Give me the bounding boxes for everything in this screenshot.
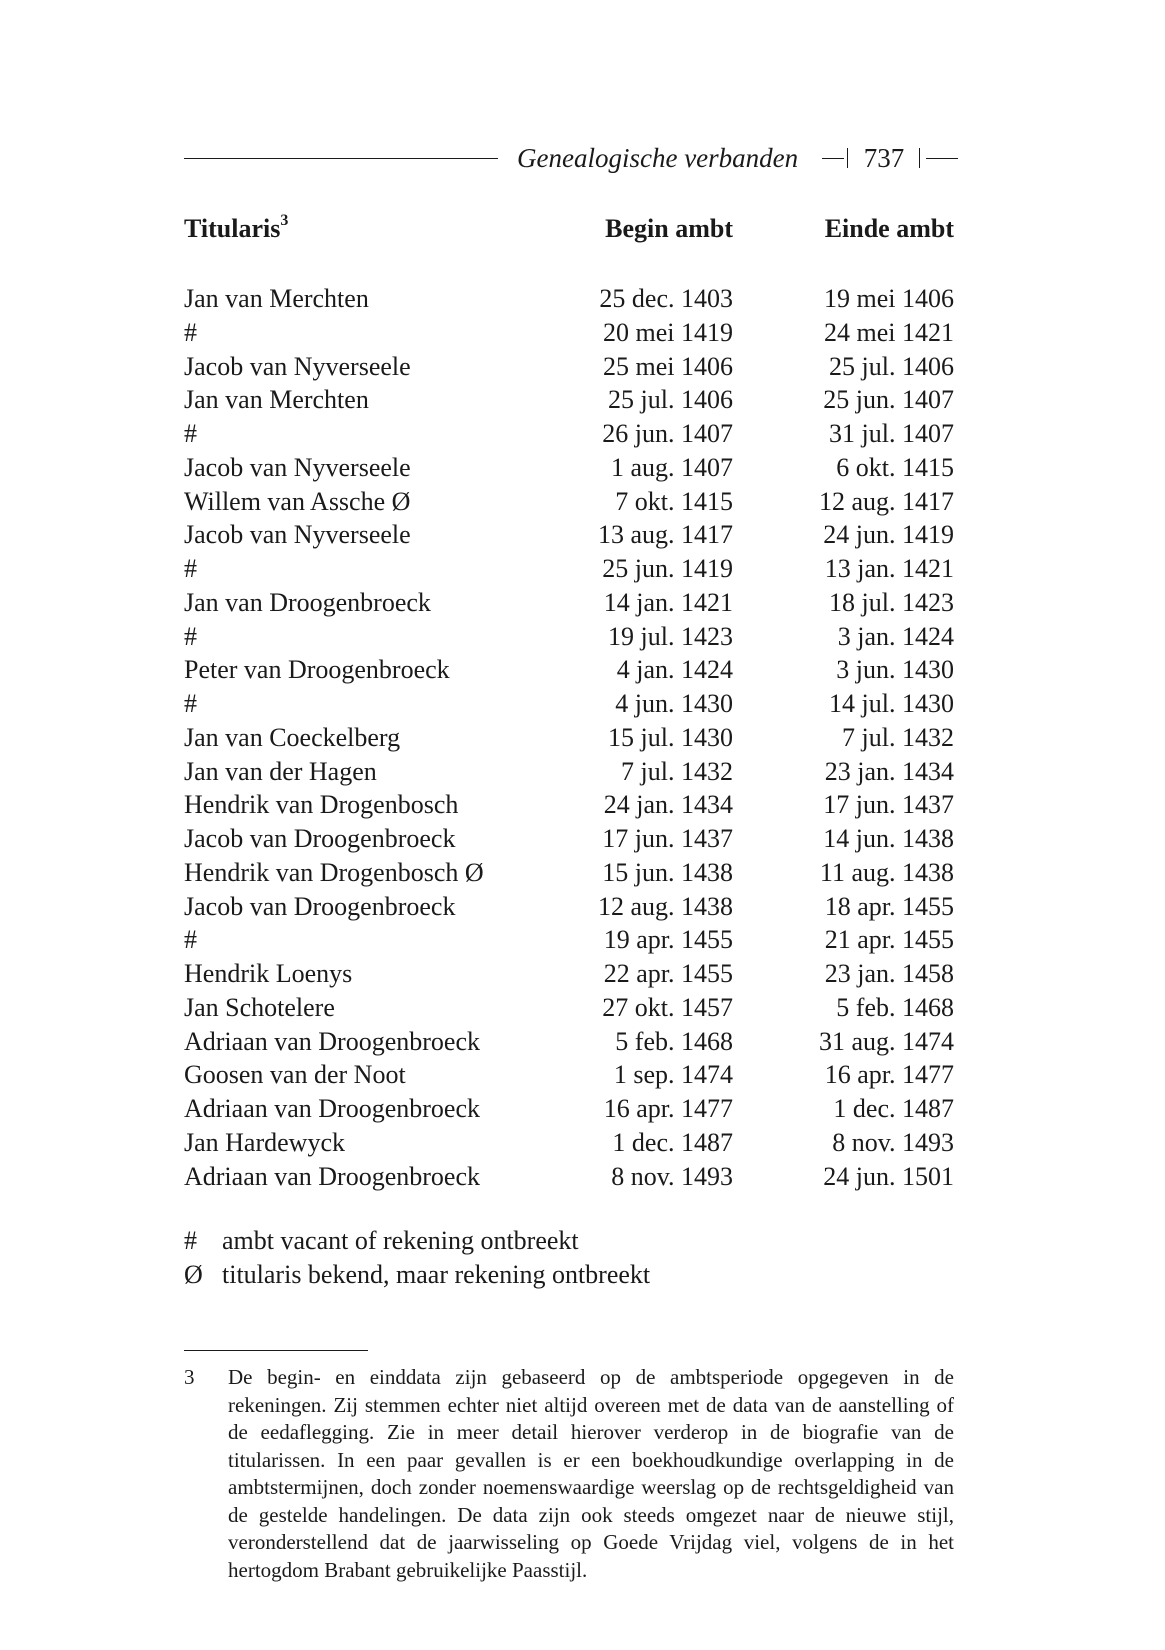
titularis-cell: Jan Schotelere bbox=[184, 992, 335, 1022]
begin-date-cell: 1 dec. 1487 bbox=[612, 1127, 733, 1157]
begin-date-cell: 4 jun. 1430 bbox=[615, 689, 733, 718]
begin-date-cell: 13 aug. 1417 bbox=[597, 520, 733, 550]
titularis-cell: # bbox=[184, 925, 197, 955]
table-row bbox=[184, 1025, 958, 1059]
begin-date-cell: 25 dec. 1403 bbox=[599, 284, 733, 313]
table-row bbox=[184, 350, 958, 384]
titularis-cell: # bbox=[184, 317, 197, 347]
begin-date-cell: 24 jan. 1434 bbox=[603, 790, 733, 820]
table-row bbox=[184, 282, 958, 316]
footnote-reference: 3 bbox=[280, 212, 289, 230]
end-date-cell: 12 aug. 1417 bbox=[818, 486, 954, 516]
table-row bbox=[184, 856, 958, 890]
table-row bbox=[184, 586, 958, 620]
begin-date-cell: 1 aug. 1407 bbox=[610, 452, 733, 482]
begin-date-cell: 25 jul. 1406 bbox=[608, 385, 733, 415]
titularis-cell: Jan van der Hagen bbox=[184, 756, 377, 786]
table-row bbox=[184, 620, 958, 654]
begin-date-cell: 19 apr. 1455 bbox=[603, 925, 733, 955]
titularis-cell: Jacob van Droogenbroeck bbox=[184, 824, 456, 853]
begin-date-cell: 12 aug. 1438 bbox=[597, 891, 733, 921]
begin-date-cell: 15 jun. 1438 bbox=[602, 857, 733, 887]
titularis-cell: Jacob van Nyverseele bbox=[184, 351, 411, 381]
end-date-cell: 6 okt. 1415 bbox=[836, 452, 954, 482]
titularis-cell: Jan van Droogenbroeck bbox=[184, 587, 431, 617]
running-title: Genealogische verbanden bbox=[517, 143, 799, 173]
table-row bbox=[184, 687, 958, 721]
end-date-cell: 11 aug. 1438 bbox=[819, 857, 954, 887]
column-header-titularis bbox=[184, 213, 288, 245]
end-date-cell: 17 jun. 1437 bbox=[823, 790, 954, 820]
end-date-cell: 24 jun. 1501 bbox=[823, 1161, 954, 1191]
titularis-cell: # bbox=[184, 419, 197, 448]
end-date-cell: 14 jun. 1438 bbox=[823, 824, 954, 853]
end-date-cell: 1 dec. 1487 bbox=[833, 1094, 954, 1123]
end-date-cell: 19 mei 1406 bbox=[824, 284, 954, 313]
titularis-cell: Jacob van Nyverseele bbox=[184, 520, 411, 550]
titularis-cell: Peter van Droogenbroeck bbox=[184, 655, 450, 685]
begin-date-cell: 17 jun. 1437 bbox=[602, 824, 733, 853]
end-date-cell: 3 jun. 1430 bbox=[836, 655, 954, 685]
begin-date-cell: 14 jan. 1421 bbox=[603, 587, 733, 617]
legend bbox=[184, 1224, 958, 1292]
legend-text: ambt vacant of rekening ontbreekt bbox=[222, 1226, 579, 1255]
titularis-cell: # bbox=[184, 621, 197, 651]
table-row bbox=[184, 1092, 958, 1126]
titularis-cell: Jan Hardewyck bbox=[184, 1127, 345, 1157]
titularis-cell: Jan van Merchten bbox=[184, 385, 369, 415]
page-number: 737 bbox=[863, 143, 905, 173]
table-row bbox=[184, 485, 958, 519]
titularis-cell: # bbox=[184, 689, 197, 718]
titularis-cell: Jacob van Nyverseele bbox=[184, 452, 411, 482]
column-header-end: Einde ambt bbox=[824, 214, 954, 243]
table-row bbox=[184, 316, 958, 350]
begin-date-cell: 19 jul. 1423 bbox=[608, 621, 733, 651]
end-date-cell: 23 jan. 1434 bbox=[824, 756, 954, 786]
legend-text: titularis bekend, maar rekening ontbreekt bbox=[222, 1260, 651, 1289]
titularis-cell: Jan van Coeckelberg bbox=[184, 722, 401, 752]
table-row bbox=[184, 1058, 958, 1092]
begin-date-cell: 7 okt. 1415 bbox=[615, 486, 733, 516]
titularis-cell: Adriaan van Droogenbroeck bbox=[184, 1161, 480, 1191]
begin-date-cell: 20 mei 1419 bbox=[603, 317, 733, 347]
begin-date-cell: 27 okt. 1457 bbox=[602, 992, 733, 1022]
table-row bbox=[184, 890, 958, 924]
officeholder-table bbox=[184, 282, 958, 1193]
titularis-cell: Hendrik Loenys bbox=[184, 959, 353, 988]
table-row bbox=[184, 788, 958, 822]
end-date-cell: 23 jan. 1458 bbox=[824, 959, 954, 988]
titularis-cell: Jacob van Droogenbroeck bbox=[184, 891, 456, 921]
titularis-cell: Hendrik van Drogenbosch Ø bbox=[184, 857, 484, 887]
titularis-cell: Hendrik van Drogenbosch bbox=[184, 790, 459, 820]
column-header-titularis-label: Titularis bbox=[184, 214, 281, 243]
end-date-cell: 18 jul. 1423 bbox=[829, 587, 954, 617]
table-row bbox=[184, 957, 958, 991]
titularis-cell: Adriaan van Droogenbroeck bbox=[184, 1026, 480, 1056]
begin-date-cell: 16 apr. 1477 bbox=[603, 1094, 733, 1123]
table-row bbox=[184, 721, 958, 755]
end-date-cell: 14 jul. 1430 bbox=[829, 689, 954, 718]
legend-item bbox=[184, 1258, 958, 1292]
table-row bbox=[184, 1126, 958, 1160]
page-number-dash-right bbox=[926, 158, 958, 159]
footnote-rule bbox=[184, 1350, 368, 1351]
titularis-cell: Adriaan van Droogenbroeck bbox=[184, 1094, 480, 1123]
end-date-cell: 24 jun. 1419 bbox=[823, 520, 954, 550]
titularis-cell: Goosen van der Noot bbox=[184, 1060, 406, 1090]
page-number-bar-left bbox=[847, 148, 848, 168]
header-rule bbox=[184, 158, 498, 159]
end-date-cell: 31 aug. 1474 bbox=[818, 1026, 954, 1056]
begin-date-cell: 7 jul. 1432 bbox=[621, 756, 733, 786]
table-row bbox=[184, 552, 958, 586]
begin-date-cell: 25 mei 1406 bbox=[603, 351, 733, 381]
legend-item bbox=[184, 1224, 958, 1258]
begin-date-cell: 26 jun. 1407 bbox=[602, 419, 733, 448]
end-date-cell: 3 jan. 1424 bbox=[837, 621, 954, 651]
begin-date-cell: 1 sep. 1474 bbox=[613, 1060, 733, 1090]
titularis-cell: Willem van Assche Ø bbox=[184, 486, 411, 516]
begin-date-cell: 4 jan. 1424 bbox=[616, 655, 733, 685]
titularis-cell: # bbox=[184, 554, 197, 583]
table-row bbox=[184, 451, 958, 485]
table-row bbox=[184, 822, 958, 856]
begin-date-cell: 8 nov. 1493 bbox=[611, 1161, 733, 1191]
end-date-cell: 8 nov. 1493 bbox=[832, 1127, 954, 1157]
end-date-cell: 5 feb. 1468 bbox=[836, 992, 954, 1022]
end-date-cell: 7 jul. 1432 bbox=[842, 722, 954, 752]
table-row bbox=[184, 1160, 958, 1194]
table-row bbox=[184, 518, 958, 552]
table-row bbox=[184, 417, 958, 451]
page-number-dash-left bbox=[822, 158, 844, 159]
begin-date-cell: 22 apr. 1455 bbox=[603, 959, 733, 988]
end-date-cell: 31 jul. 1407 bbox=[829, 419, 954, 448]
end-date-cell: 13 jan. 1421 bbox=[824, 554, 954, 583]
legend-symbol: Ø bbox=[184, 1260, 203, 1289]
table-row bbox=[184, 755, 958, 789]
end-date-cell: 24 mei 1421 bbox=[824, 317, 954, 347]
page-number-bar-right bbox=[919, 148, 920, 168]
begin-date-cell: 15 jul. 1430 bbox=[608, 722, 733, 752]
begin-date-cell: 25 jun. 1419 bbox=[602, 554, 733, 583]
legend-symbol: # bbox=[184, 1226, 197, 1255]
end-date-cell: 25 jul. 1406 bbox=[829, 351, 954, 381]
table-row bbox=[184, 383, 958, 417]
footnote-number: 3 bbox=[184, 1365, 195, 1389]
end-date-cell: 18 apr. 1455 bbox=[824, 891, 954, 921]
footnote-text: De begin- en einddata zijn gebaseerd op de ambtsperiode opgegeven in de rekeningen. Zij stemmen echter niet altijd overeen met de data van de aanstelling of de eedaflegging. Zie in meer detail hierover verderop in de biografie van de titularissen. In een paar gevallen is er een boekhoudkundige overlapping in de ambtstermijnen, doch zonder noemenswaardige weerslag op de rechtsgeldigheid van de gestelde handelingen. De data zijn ook steeds omgezet naar de nieuwe stijl, veronderstellend dat de jaarwisseling op Goede Vrijdag viel, volgens de in het hertogdom Brabant gebruikelijke Paasstijl. bbox=[228, 1365, 954, 1582]
table-row bbox=[184, 653, 958, 687]
begin-date-cell: 5 feb. 1468 bbox=[615, 1026, 733, 1056]
table-row bbox=[184, 923, 958, 957]
table-row bbox=[184, 991, 958, 1025]
end-date-cell: 25 jun. 1407 bbox=[823, 385, 954, 415]
titularis-cell: Jan van Merchten bbox=[184, 284, 369, 313]
running-header bbox=[184, 142, 958, 174]
end-date-cell: 21 apr. 1455 bbox=[824, 925, 954, 955]
end-date-cell: 16 apr. 1477 bbox=[824, 1060, 954, 1090]
column-header-begin: Begin ambt bbox=[605, 214, 733, 243]
